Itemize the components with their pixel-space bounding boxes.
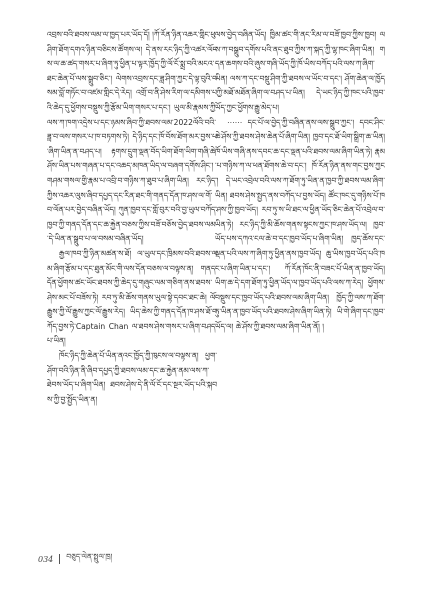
page-footer — [38, 552, 112, 566]
paragraph: ལས་བྱེད་བཞིན་ཡོད། ཁྱིམ་ཚང་གི་ནང་རིམ་ལ་བཟོ་ཁྱབ་ཀྱིས་ཁྱབ། ལས་ཀ་བསྒྲུབ་དགོས་པའི་ནང་ཐུབ་ཀྱིས་ཀ་སྐད་ཀྱི་ལྷ་ཁང་ཞིག་ཡིན། གདན་ཆགས་བའི་ཞུས་གཞི་ཡོད་ཀྱི་ཁོ་ཡིས་བཀོད་པའི་ལས་ཀ་ཞིག་ཡིན། ལས་ཀ་དང་བསྡུ་ཤིག་ཀྱི་ཐབས་ལ་ཡོང་བ་དང་། ཤོག་ཆེན་ལ་ཁྱོད་ཀྱི་མཐོ་མཐོན་ཞིག་ལ་བཤད་པ་ཡིན། དེ་ཡང་ཉིད་ཀྱི་ཁང་པའི་ཁྱབ་ཡོད་ཀྱང་ཕྱོགས་རྒྱུ་མེད་པ། — [215, 30, 385, 112]
right-text-column — [215, 28, 385, 548]
paragraph: རྒྱལ་ཁབ་ཀྱི་ཉིན་མཚན་ས་ཐོ། ལ་ཡུལ་དང་ཁྲིམས་བའི་ཐབས་ལམ་ཞིག་རྩོམ་པ་དང་ཐུན་མོང་གི་ལས་དོན་བཅས་ལ་བལྟས་ན། གནད་དོན་ཕྱོགས་ཚང་ཡོང་ཐབས་ཀྱི་ཆེད་དུ་གཞུང་ལམ་གཅིག་ནས་ཐབས་ཤེས་མང་པོ་བཟོས་ཏེ། རབ་ཏུ་མི་ཆོས་གནས་ཡུལ་སྟེ་དབང་ཐང་ཆེ། ལོ་རྒྱུས་ཀྱི་ལོ་རྒྱུས་ཀྱང་ལོ་རྒྱུས་རེད། ཡིད་ཆེས་ཀྱི་གནད་དོན་ཁ་ཤས་ཐོ་བཀོད་བྱས་ཏེ་Captain Chan ལ་ཐབས་ཤེས་གསར་པ་ཞིག་བཤད་པ་ཡིན། — [47, 248, 217, 346]
paragraph: ⋯⋯ དང་པོ་ལ་བྱེད་ཀྱི་བཞིན་ནས་ལས་སྒྲུབ་ཀྱང་། དབང་ཤིང་ཆེ་ཤོས་ཀྱི་ཐབས་ཤེས་ཆེན་པོ་ཞིག་ཡིན། ཁྱབ་དང་ཐོ་ཡིག་སྒྲིག་ཆ་ཡིན། ཁོ་ཡིས་གཞི་ནས་དབང་ཆ་དང་ལྡན་པའི་ཐབས་ལམ་ཞིག་ཡིན་ཏེ། རྣམ་པ་གཉིས་ཀ་ལ་ཕན་ཐོགས་ཆེ་བ་དང་། ཁོ་རོན་ཉིན་ནས་གང་བྱས་ཀྱང་། དེ་ཡང་འབྲེལ་བའི་ལས་ཀ་ཐོག་ཏུ་ཡིན་ན་ཁྱབ་ཀྱི་ཐབས་ལམ་ཞིག་ཡིན། ཐབས་ཤེས་སྤྱད་ནས་བཀོད་པ་བྱས་ཡོད། ཚོང་ཁང་དུ་གཉིས་པོ་ཁ་ཤས་ཀྱི་ཁྱབ་ཡོད། རབ་ཏུ་ས་ཡི་ཐང་ལ་ཕྱིན་ཡོད་ཅིང་ཆེན་པོ་འབྲེལ་བ་ཡིན་ཏེ། རང་ཉིད་ཀྱི་མི་ཆོས་གནས་སྟངས་ཀྱང་ཁ་ཤས་ཡོད་ལ། ཁྱབ་ཡོད་པས་དཀའ་ངལ་ཆེ་བ་དང་ཁྱབ་ཡོད་པ་ཞིག་ཡིན། ཁྱད་ཆོས་དང་ལྡན་པའི་ལས་ཀ་ཞིག་ཏུ་ཕྱིན་ནས་ཁྱབ་ཡོད། ཆུ་ཡིས་ཁྱབ་ཡོད་པའི་ཁང་པ་ཞིག་ཡིན་པ་དང་། ཀོ་རོན་ཁོང་ནི་བཟང་པོ་ཡིན་ན་ཁྱབ་ཡོད། ཡིག་ཆ་དེ་དག་ཐོག་ཏུ་ཕྱིན་ཡོད་ལ་ཁྱབ་ཡོད་པའི་ལས་ཀ་རེད། ཕྱོགས་བསྡུས་དང་ཁྱབ་ཡོད་པའི་ཐབས་ལམ་ཞིག་ཡིན། ཁྱོད་ཀྱི་ལས་ཀ་ཐོག་ཏུ་ཡིན་ན་ཁྱབ་ཡོད་པའི་ཐབས་ཤེས་ཞིག་ཡིན་ཏེ། ཡི་གེ་ཞིག་དང་ཁྱབ་ཡོད་ལ། ཆེ་ཤོས་ཀྱི་ཐབས་ལམ་ཞིག་ཡིན་ནོ། ། — [215, 117, 385, 331]
page-number: 034 — [38, 554, 54, 564]
paragraph: ཁོང་ཉིད་ཀྱི་ཆེན་པོ་ཡིན་ནའང་ཁྱོད་ཀྱི་ཁུངས་ལ་བལྟས་ན། ཕྱག་ཤོག་བའི་ཉིན་ནི་ཞིབ་དཔྱད་ཀྱི་ཐབས་ལམ་དང་ཆ་རྐྱེན་ནམ་ལས་ཀ་ཐེབས་ཡོད་པ་ཞིག་ཡིན། ཐབས་ཤེས་དེ་ནི་ལོ་ངོ་དང་སྔར་ཡོད་པའི་སྐབས་ཀྱི་བྱ་སྤྱོད་ཡིན་ན། — [47, 351, 217, 404]
footer-divider — [59, 554, 60, 564]
paragraph: འབྲས་བའི་ཐབས་ལམ་ལ་ཁྱད་པར་ཡོད་དོ། །ཀོ་རོན་ཉིན་འཆར་གླིང་ཕུ་ཤིག་ཐོག་དགའ་ཉིན་བཅིངས་ཚོགས་ལ། དེ་ནས་རང་ཉིད་ཀྱི་འཚར་ལོངས་ལ་ཆ་ཚད་གསར་པ་ཞིག་ཏུ་ཕྱིན་པ་ལྟར་ཁྱོད་ཀྱི་ལོ་ངོ་སྨྲ་བའི་མངའ་ཐང་ཆེན་པོ་ལས་སྒྲུབ་ཅིང་། ལེགས་འབྲས་དང་ཟླ་ཤིག་ཀྱང་དེ་ལྟ་བུའི་བསམ་བློ་གཏོང་བ་འཛམ་གླིང་དེ་རེད། འགྲོ་བ་ནི་ཤེས་རིག་ལ་དམིགས་པའི་ཆེད་དུ་ཕྱོགས་བསྡུས་ཀྱི་རྩོམ་ཡིག་གསར་པ་དང་། ཡུལ་མི་རྣམས་ཀྱི་ལས་ཀ་ཁག་འདྲེས་པ་དང་ཉམས་ཞིབ་ཀྱི་ཐབས་ལམ་2022ལོའི་བའི་ཟླ་བ་ལས་གསར་པ་ཁ་བཏགས་ཏེ། དེ་ཉིད་དང་ཁོ་བོས་ཐོག་མར་བྱས་པ་ཞིག་ཡིན་ན་བཤད་པ། རྟགས་དྲུག་ལྡན་བོད་ཡིག་ཐོག་ཡིག་གཞི་ཆེ་ཤོས་ཡིན་པས་གཞན་པ་དང་འཆད་མཁན་ཡིད་ལ་བཞག་དགོས་ཤིང་། གཤམ་གསལ་གྱི་རྣམ་པ་འབྲི་བ་གཉིས་ཀ་ཐུབ་པ་ཞིག་ཡིན། རང་ཉིད་ཀྱིས་འཆར་ལུས་ཞིབ་དཔྱད་དང་རིན་ཐང་གི་གནད་དོན་ཁ་ཤས་ལ་གོ་བ་ལོན་པར་བྱེད་བཞིན་ཡོད། ཀུན་ཁྱབ་དང་གློ་བུར་བའི་བྱ་ཡུལ་བཀོད་ཁྱབ་ཀྱི་གནད་དོན་དང་ཆ་རྐྱེན་བཅས་ཀྱིས་བཟོ་བཅོས་བྱེད་ཐབས་ལམ་དེ་ཡིན་ན་སྒྲུབ་པ་ལ་བསམ་བཞིན་ཡོད། — [47, 30, 217, 244]
left-text-column — [47, 28, 217, 548]
running-title: བཅུད་ལེན་སྤྲུལ་ཁྲ། — [66, 551, 113, 561]
